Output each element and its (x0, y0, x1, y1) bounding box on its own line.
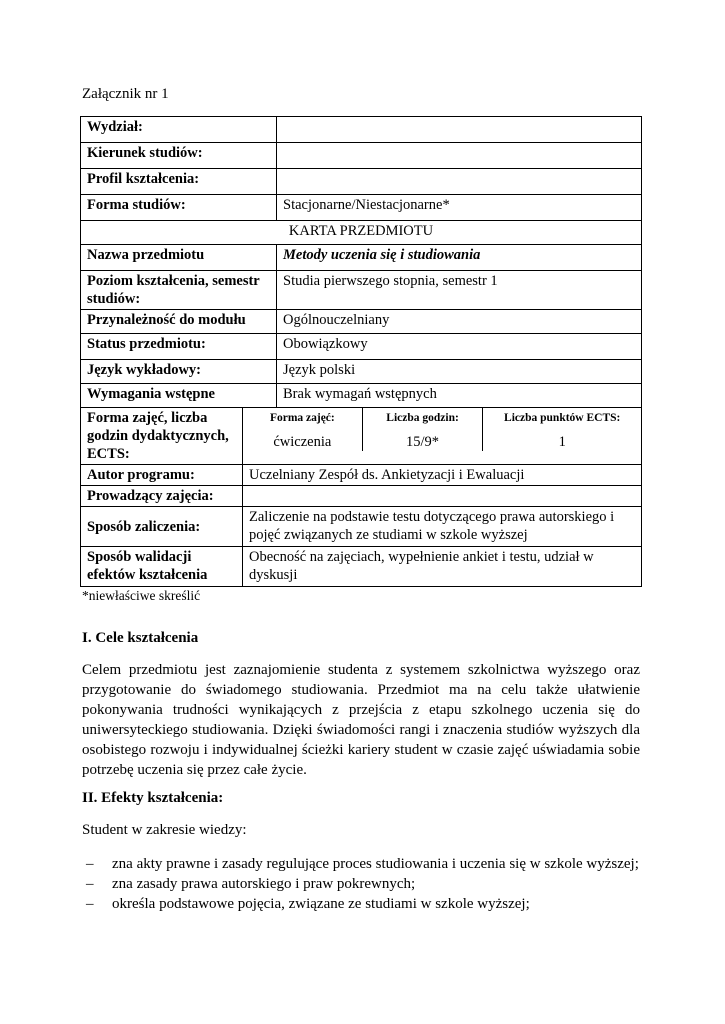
level-label: Poziom kształcenia, semestr studiów: (81, 271, 277, 310)
hours-value: 15/9* (406, 434, 440, 450)
section2-heading: II. Efekty kształcenia: (82, 790, 224, 806)
status-value: Obowiązkowy (277, 334, 642, 360)
form-label: Forma zajęć: (269, 412, 335, 424)
language-label: Język wykładowy: (81, 360, 277, 384)
faculty-value (277, 117, 642, 143)
name-label: Nazwa przedmiotu (81, 245, 277, 271)
row-mode (81, 195, 642, 221)
hours-cell (363, 408, 484, 451)
ects-value: 1 (558, 434, 566, 450)
row-author (81, 465, 642, 486)
status-label: Status przedmiotu: (81, 334, 277, 360)
section1-heading: I. Cele kształcenia (82, 630, 199, 646)
row-teacher (81, 486, 642, 507)
list-item-text: zna akty prawne i zasady regulujące proces studiowania i uczenia się w szkole wyższej; (112, 856, 639, 872)
credit-value: Zaliczenie na podstawie testu dotyczącego prawa autorskiego i pojęć związanych ze studiami w szkole wyższej (243, 507, 642, 547)
credit-label: Sposób zaliczenia: (81, 507, 243, 547)
list-item (82, 894, 642, 914)
row-credit (81, 507, 642, 547)
row-card-title (81, 221, 642, 245)
field-label: Kierunek studiów: (81, 143, 277, 169)
teacher-label: Prowadzący zajęcia: (81, 486, 243, 507)
forms-label: Forma zajęć, liczba godzin dydaktycznych, ECTS: (81, 408, 243, 465)
outcomes-list (82, 854, 642, 914)
row-profile (81, 169, 642, 195)
ects-cell (483, 408, 641, 451)
row-faculty (81, 117, 642, 143)
forms-grid (243, 408, 642, 465)
form-cell (243, 408, 363, 451)
card-title: KARTA PRZEDMIOTU (81, 221, 642, 245)
dash-bullet: – (86, 856, 94, 872)
row-language (81, 360, 642, 384)
row-prereq (81, 384, 642, 408)
validation-value: Obecność na zajęciach, wypełnienie ankiet i testu, udział w dyskusji (243, 547, 642, 587)
dash-bullet: – (86, 896, 94, 912)
language-value: Język polski (277, 360, 642, 384)
profile-value (277, 169, 642, 195)
level-value: Studia pierwszego stopnia, semestr 1 (277, 271, 642, 310)
ects-label: Liczba punktów ECTS: (504, 412, 621, 424)
row-name (81, 245, 642, 271)
field-value (277, 143, 642, 169)
row-validation (81, 547, 642, 587)
form-value: ćwiczenia (273, 434, 332, 450)
module-value: Ogólnouczelniany (277, 310, 642, 334)
course-card-table (80, 116, 642, 587)
list-item-text: określa podstawowe pojęcia, związane ze studiami w szkole wyższej; (112, 896, 530, 912)
list-item (82, 854, 642, 874)
mode-label: Forma studiów: (81, 195, 277, 221)
teacher-value (243, 486, 642, 507)
row-field (81, 143, 642, 169)
dash-bullet: – (86, 876, 94, 892)
section1-text: Celem przedmiotu jest zaznajomienie studenta z systemem szkolnictwa wyższego oraz przygotowanie do świadomego studiowania. Przedmiot ma na celu także ułatwienie pokonywania trudności wynikających z przejścia z etapu szkolnego uczenia się do uniwersyteckiego studiowania. Dzięki świadomości rangi i znaczenia studiów wyższych dla osobistego rozwoju i indywidualnej ścieżki kariery student w czasie zajęć uświadamia sobie potrzebę uczenia się przez całe życie. (82, 662, 640, 778)
row-module (81, 310, 642, 334)
profile-label: Profil kształcenia: (81, 169, 277, 195)
author-label: Autor programu: (81, 465, 243, 486)
list-item-text: zna zasady prawa autorskiego i praw pokrewnych; (112, 876, 416, 892)
section2-intro: Student w zakresie wiedzy: (82, 822, 247, 838)
author-value: Uczelniany Zespół ds. Ankietyzacji i Ewaluacji (243, 465, 642, 486)
row-level (81, 271, 642, 310)
footnote: *niewłaściwe skreślić (82, 588, 201, 603)
prereq-label: Wymagania wstępne (81, 384, 277, 408)
hours-label: Liczba godzin: (386, 412, 459, 424)
module-label: Przynależność do modułu (81, 310, 277, 334)
row-forms (81, 408, 642, 465)
faculty-label: Wydział: (81, 117, 277, 143)
annex-label: Załącznik nr 1 (82, 86, 169, 102)
list-item (82, 874, 642, 894)
mode-value: Stacjonarne/Niestacjonarne* (277, 195, 642, 221)
validation-label: Sposób walidacji efektów kształcenia (81, 547, 243, 587)
row-status (81, 334, 642, 360)
prereq-value: Brak wymagań wstępnych (277, 384, 642, 408)
name-value: Metody uczenia się i studiowania (277, 245, 642, 271)
